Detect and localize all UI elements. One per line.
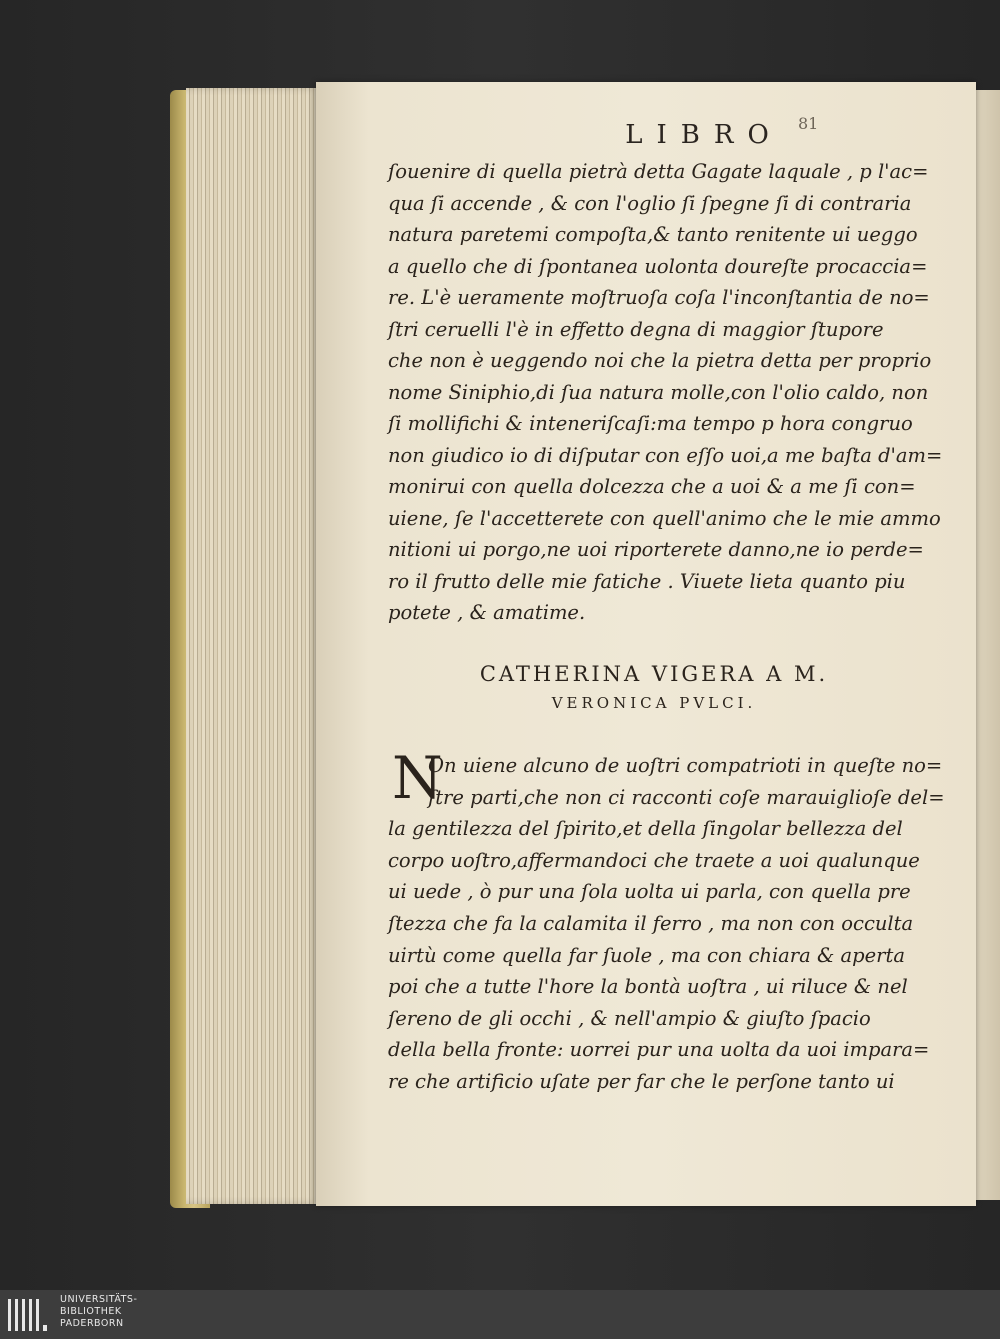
library-footer (0, 1290, 1000, 1339)
page-header (554, 114, 854, 150)
page-edges (186, 88, 320, 1204)
book-scan (170, 82, 1000, 1212)
text-line: ſtre parti,che non ci racconti coſe marauiglioſe del= (428, 785, 945, 809)
drop-cap: N (392, 744, 443, 812)
logo-line: BIBLIOTHEK (60, 1306, 122, 1317)
text-line: ui uede , ò pur una ſola uolta ui parla, con quella pre (388, 880, 911, 904)
library-logo-text (60, 1294, 137, 1330)
body-text (388, 156, 943, 629)
text-line: monirui con quella dolcezza che a uoi & a me ſi con= (388, 475, 916, 498)
text-line: corpo uoſtro,affermandoci che traete a uoi qualunque (388, 848, 920, 872)
text-line: ſtezza che fa la calamita il ferro , ma non con occulta (388, 911, 914, 935)
letter-subheading: VERONICA PVLCI. (551, 694, 757, 712)
folio-number: 81 (798, 114, 819, 133)
text-line: nitioni ui porgo,ne uoi riporterete danno,ne io perde= (388, 538, 924, 561)
text-line: della bella fronte: uorrei pur una uolta da uoi impara= (388, 1038, 930, 1062)
logo-line: PADERBORN (60, 1318, 124, 1329)
text-line: re che artificio uſate per far che le perſone tanto ui (388, 1069, 895, 1093)
text-line: ſouenire di quella pietrà detta Gagate laquale , p l'ac= (388, 160, 929, 183)
text-line: ſtri ceruelli l'è in effetto degna di maggior ſtupore (388, 317, 884, 341)
library-logo-icon (6, 1295, 54, 1335)
text-line: ſereno de gli occhi , & nell'ampio & giuſto ſpacio (388, 1006, 871, 1030)
text-line: nome Siniphio,di ſua natura molle,con l'olio caldo, non (388, 380, 929, 404)
text-line: qua ſi accende , & con l'oglio ſi ſpegne ſi di contraria (388, 191, 912, 215)
logo-line: UNIVERSITÄTS- (60, 1294, 138, 1305)
text-line: a quello che di ſpontanea uolonta doureſte procaccia= (388, 254, 928, 278)
letter-heading: CATHERINA VIGERA A M. (479, 662, 829, 686)
text-line: che non è ueggendo noi che la pietra detta per proprio (388, 349, 932, 372)
book-page (316, 82, 976, 1206)
text-line: poi che a tutte l'hore la bontà uoſtra , ui riluce & nel (388, 975, 908, 999)
text-line: ro il frutto delle mie fatiche . Viuete lieta quanto piu (388, 569, 906, 593)
text-line: potete , & amatime. (388, 601, 586, 624)
text-line: la gentilezza del ſpirito,et della ſingolar bellezza del (388, 817, 903, 841)
text-line: re. L'è ueramente moſtruoſa coſa l'inconſtantia de no= (388, 286, 930, 309)
text-line: On uiene alcuno de uoſtri compatrioti in queſte no= (428, 754, 943, 777)
text-line: uirtù come quella far ſuole , ma con chiara & aperta (388, 943, 905, 967)
letter-text (388, 744, 945, 1098)
text-line: ſi mollifichi & inteneriſcaſi:ma tempo p hora congruo (388, 412, 913, 435)
text-line: uiene, ſe l'accetterete con quell'animo che le mie ammo (388, 506, 941, 530)
text-line: natura paretemi compoſta,& tanto renitente ui ueggo (388, 223, 918, 246)
running-head: LIBRO (625, 120, 783, 150)
text-line: non giudico io di diſputar con eſſo uoi,a me baſta d'am= (388, 443, 943, 467)
